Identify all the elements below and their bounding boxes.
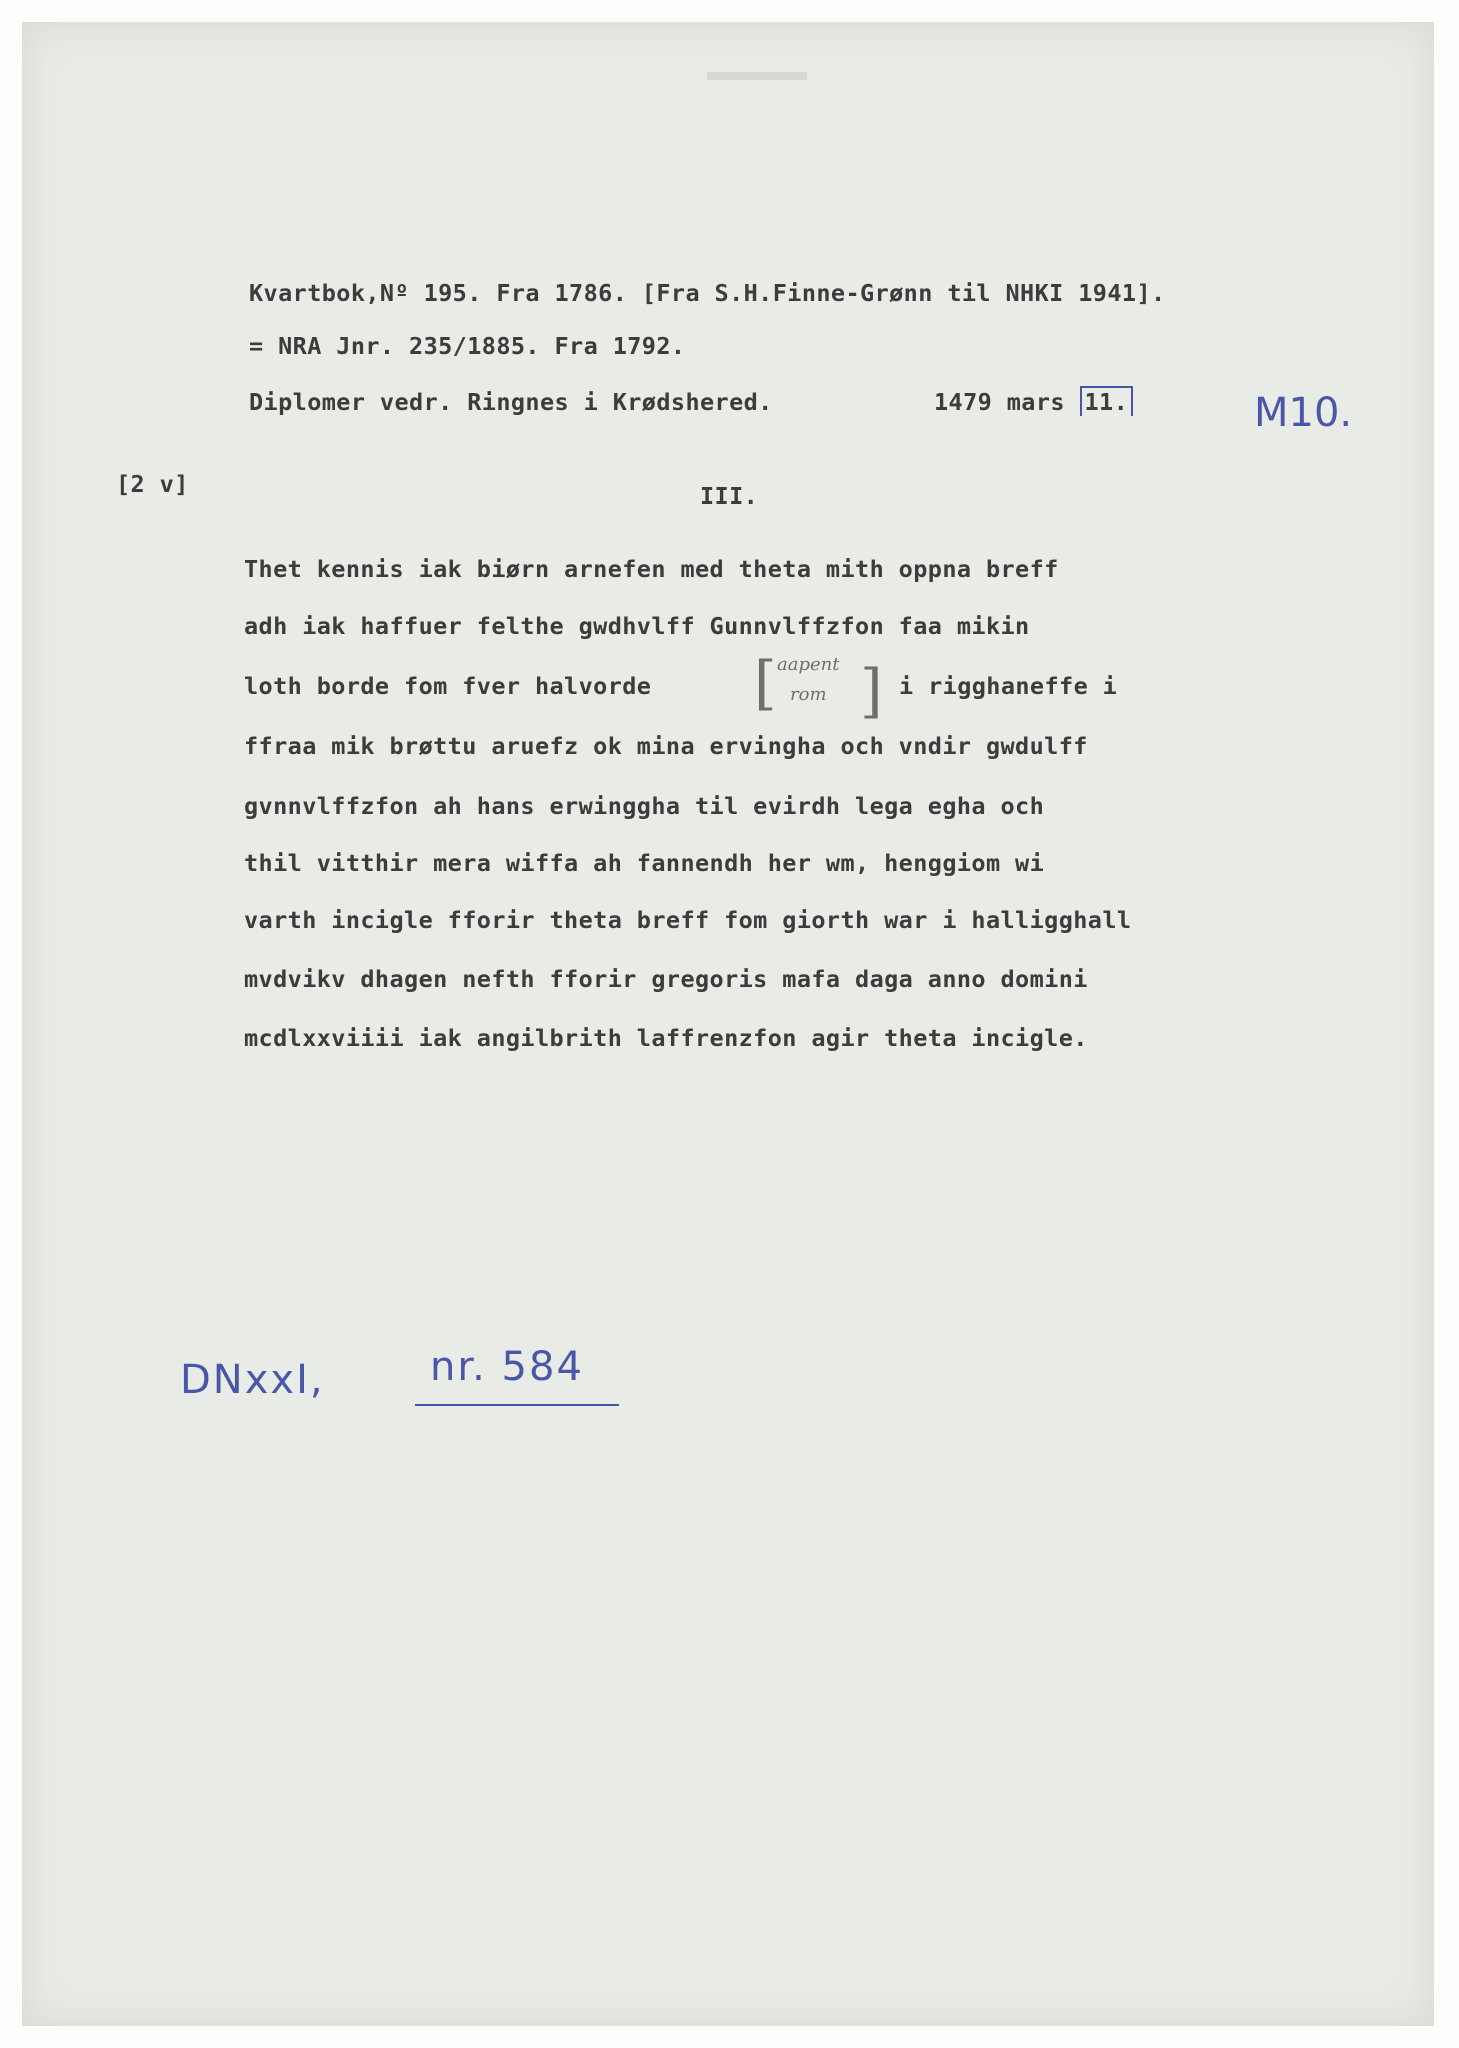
pencil-insert-line-2: rom [790,684,827,705]
header-line-1: Kvartbok,Nº 195. Fra 1786. [Fra S.H.Finne-Grønn til NHKI 1941]. [249,279,1166,307]
text-line-2: adh iak haffuer felthe gwdhvlff Gunnvlffzfon faa mikin [244,612,1030,640]
text-line-3b: i rigghaneffe i [899,672,1118,700]
handwritten-number: M10. [1254,390,1353,436]
footer-note-number: nr. 584 [430,1344,584,1390]
text-line-9: mcdlxxviiii iak angilbrith laffrenzfon agir theta incigle. [244,1024,1088,1052]
text-line-6: thil vitthir mera wiffa ah fannendh her wm, henggiom wi [244,849,1045,877]
text-line-7: varth incigle fforir theta breff fom giorth war i halligghall [244,906,1132,934]
faint-smudge [707,72,807,80]
text-line-1: Thet kennis iak biørn arnefen med theta mith oppna breff [244,555,1059,583]
footer-note-underline [415,1404,619,1406]
header-day-boxed: 11. [1080,386,1134,416]
pencil-bracket-left: [ [754,649,777,717]
header-line-3-title: Diplomer vedr. Ringnes i Krødshered. [249,388,773,416]
text-line-4: ffraa mik brøttu aruefz ok mina ervingha och vndir gwdulff [244,732,1088,760]
header-date-text: 1479 mars [934,388,1065,416]
pencil-insert-line-1: aapent [777,654,840,675]
text-line-8: mvdvikv dhagen nefth fforir gregoris mafa daga anno domini [244,965,1088,993]
margin-folio-note: [2 v] [116,470,189,498]
text-line-3a: loth borde fom fver halvorde [244,672,652,700]
section-number: III. [700,482,759,510]
document-page [22,22,1434,2026]
header-line-2: = NRA Jnr. 235/1885. Fra 1792. [249,332,686,360]
pencil-bracket-right: ] [860,657,883,725]
header-line-3-date [934,388,1133,416]
footer-note-volume: DNxxI, [180,1357,325,1403]
text-line-5: gvnnvlffzfon ah hans erwinggha til evirdh lega egha och [244,792,1045,820]
